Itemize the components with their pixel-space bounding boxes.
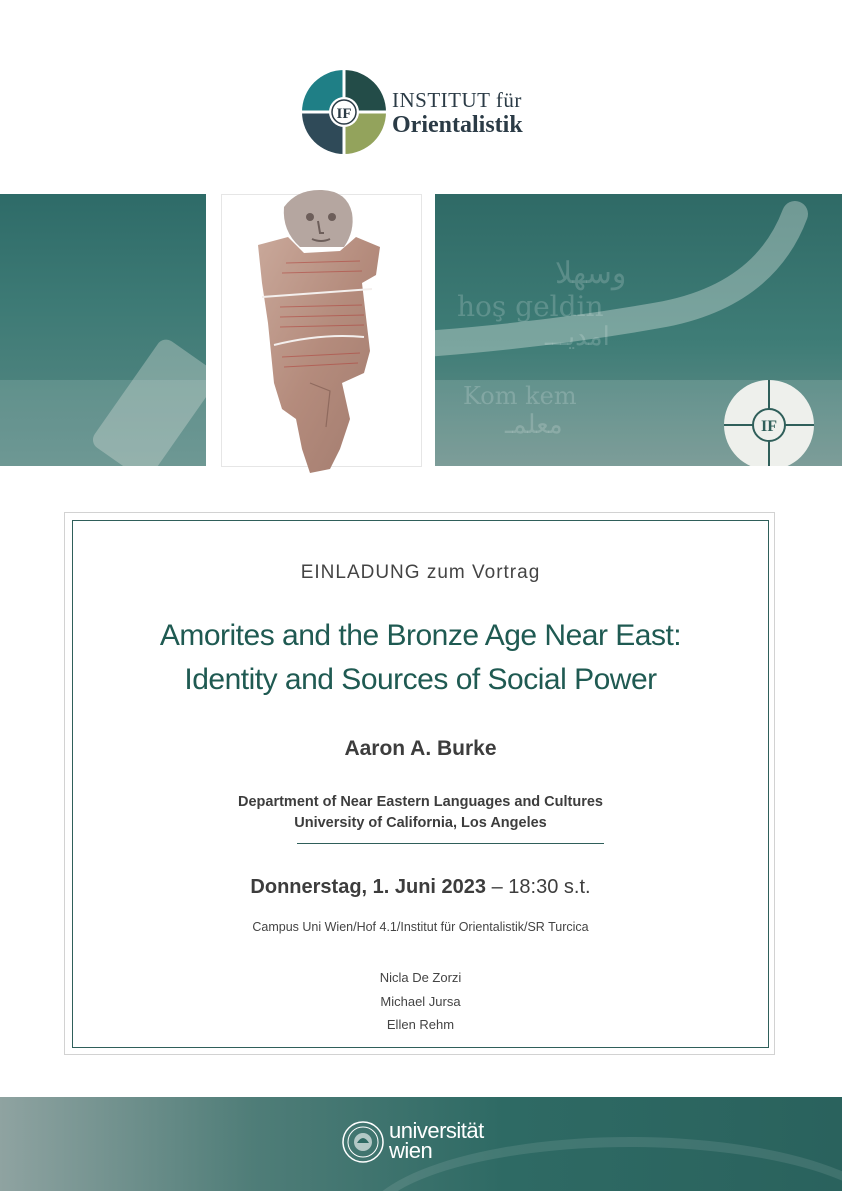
banner-right-panel bbox=[435, 194, 842, 466]
university-name: University of California, Los Angeles bbox=[294, 815, 547, 831]
organizer-name: Nicla De Zorzi bbox=[379, 970, 462, 985]
invitation-label: EINLADUNG zum Vortrag bbox=[300, 562, 541, 583]
svg-text:IF: IF bbox=[761, 418, 777, 435]
organizers-list bbox=[72, 966, 769, 1037]
department-name: Department of Near Eastern Languages and Cultures bbox=[238, 794, 603, 810]
organizer-name: Michael Jursa bbox=[380, 993, 461, 1009]
figurine-photo bbox=[221, 194, 422, 467]
event-time: – 18:30 s.t. bbox=[491, 876, 591, 898]
logo-line-orientalistik: Orientalistik bbox=[392, 112, 523, 138]
ghost-text-5: معلمـ bbox=[505, 410, 563, 440]
ghost-text-3: امديـــ bbox=[545, 322, 610, 352]
university-logo bbox=[342, 1119, 512, 1167]
institute-logo bbox=[302, 70, 562, 156]
figurine-illustration bbox=[222, 187, 421, 477]
lecture-title-line-1: Amorites and the Bronze Age Near East: bbox=[159, 619, 682, 652]
institute-logo-icon bbox=[302, 70, 386, 154]
event-location: Campus Uni Wien/Hof 4.1/Institut für Orientalistik/SR Turcica bbox=[252, 920, 589, 934]
lecture-title bbox=[72, 614, 769, 702]
institute-emblem-icon bbox=[723, 379, 815, 466]
university-seal-icon bbox=[342, 1121, 384, 1163]
event-date: Donnerstag, 1. Juni 2023 bbox=[250, 876, 487, 898]
ghost-text-2: hoş geldin bbox=[457, 290, 604, 323]
divider-line bbox=[297, 843, 604, 844]
lecture-title-line-2: Identity and Sources of Social Power bbox=[184, 663, 657, 696]
ghost-text-4: Kom kem bbox=[463, 382, 577, 410]
ghost-text-1: وسهلا bbox=[555, 256, 627, 291]
svg-text:IF: IF bbox=[336, 106, 352, 122]
organizer-name: Ellen Rehm bbox=[386, 1017, 455, 1032]
event-datetime bbox=[72, 876, 769, 899]
university-name-line-1: universität bbox=[389, 1118, 484, 1143]
university-name-line-2: wien bbox=[389, 1138, 433, 1163]
logo-line-institut: INSTITUT für bbox=[392, 88, 522, 112]
banner-left-panel bbox=[0, 194, 206, 466]
speaker-name: Aaron A. Burke bbox=[344, 737, 497, 760]
speaker-affiliation bbox=[72, 792, 769, 834]
